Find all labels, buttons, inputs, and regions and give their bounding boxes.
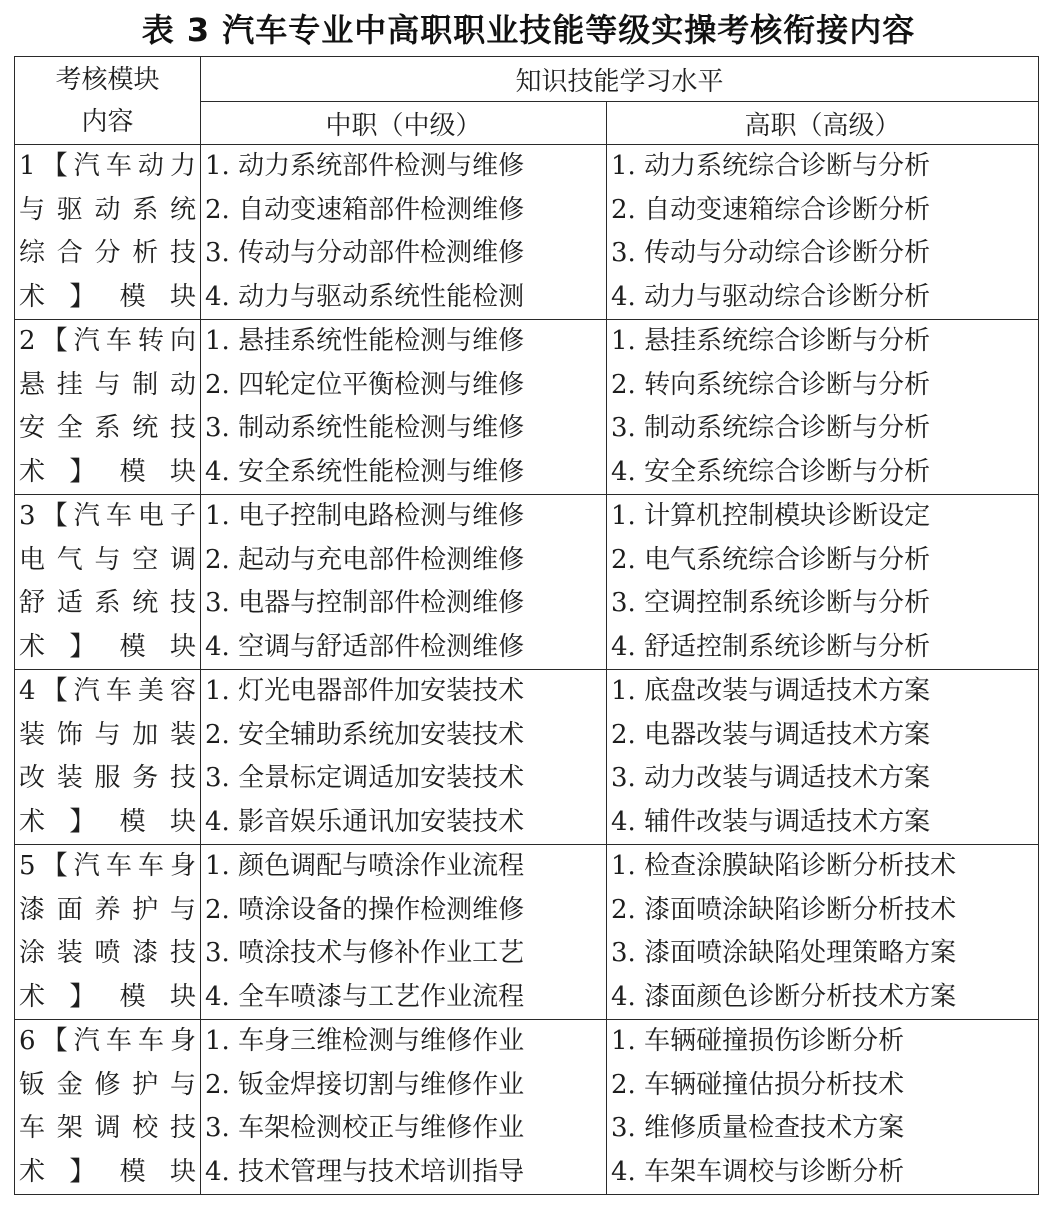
mid-level-cell-line: 2. 喷涂设备的操作检测维修	[205, 894, 525, 925]
module-cell-line: 术】模块	[19, 806, 196, 837]
assessment-table	[14, 56, 1039, 1195]
module-cell	[15, 1020, 201, 1195]
table-row	[15, 1020, 1039, 1195]
mid-level-cell-line: 3. 制动系统性能检测与维修	[205, 413, 525, 443]
mid-level-cell-line: 1. 颜色调配与喷涂作业流程	[205, 851, 525, 881]
module-cell-line: 6【汽车车身	[19, 1026, 196, 1056]
module-cell-line: 悬挂与制动	[19, 369, 196, 400]
mid-level-cell-line: 3. 传动与分动部件检测维修	[205, 238, 525, 268]
module-cell-line: 2【汽车转向	[19, 326, 196, 356]
mid-level-cell	[201, 145, 607, 320]
mid-level-cell-line: 4. 技术管理与技术培训指导	[205, 1156, 525, 1187]
header-module-line1: 考核模块	[55, 64, 160, 95]
high-level-cell-line: 4. 舒适控制系统诊断与分析	[611, 631, 931, 662]
mid-level-cell	[201, 1020, 607, 1195]
high-level-cell-line: 4. 辅件改装与调适技术方案	[611, 806, 931, 837]
module-cell-line: 漆面养护与	[19, 894, 196, 925]
table-row	[15, 845, 1039, 1020]
module-cell-line: 改装服务技	[19, 763, 196, 793]
mid-level-cell-line: 2. 安全辅助系统加安装技术	[205, 719, 525, 750]
header-module	[15, 57, 201, 145]
high-level-cell-line: 3. 漆面喷涂缺陷处理策略方案	[611, 938, 957, 968]
module-cell-line: 钣金修护与	[19, 1069, 196, 1100]
high-level-cell-line: 1. 车辆碰撞损伤诊断分析	[611, 1026, 905, 1056]
high-level-cell-line: 3. 制动系统综合诊断与分析	[611, 413, 931, 443]
module-cell	[15, 670, 201, 845]
table-row	[15, 670, 1039, 845]
module-cell-line: 术】模块	[19, 1156, 196, 1187]
module-cell-line: 涂装喷漆技	[19, 938, 196, 968]
high-level-cell	[607, 320, 1039, 495]
high-level-cell-line: 3. 空调控制系统诊断与分析	[611, 588, 931, 618]
mid-level-cell-line: 1. 电子控制电路检测与维修	[205, 501, 525, 531]
high-level-cell-line: 4. 车架车调校与诊断分析	[611, 1156, 905, 1187]
high-level-cell-line: 3. 传动与分动综合诊断分析	[611, 238, 931, 268]
module-cell	[15, 320, 201, 495]
module-cell-line: 车架调校技	[19, 1113, 196, 1143]
module-cell-line: 舒适系统技	[19, 588, 196, 618]
high-level-cell-line: 2. 车辆碰撞估损分析技术	[611, 1069, 905, 1100]
mid-level-cell-line: 4. 影音娱乐通讯加安装技术	[205, 806, 525, 837]
high-level-cell-line: 2. 电器改装与调适技术方案	[611, 719, 931, 750]
mid-level-cell-line: 3. 喷涂技术与修补作业工艺	[205, 938, 525, 968]
high-level-cell-line: 2. 转向系统综合诊断与分析	[611, 369, 931, 400]
mid-level-cell-line: 3. 全景标定调适加安装技术	[205, 763, 525, 793]
module-cell-line: 综合分析技	[19, 238, 196, 268]
high-level-cell-line: 3. 动力改装与调适技术方案	[611, 763, 931, 793]
table-row	[15, 145, 1039, 320]
module-cell-line: 术】模块	[19, 281, 196, 312]
module-cell-line: 装饰与加装	[19, 719, 196, 750]
mid-level-cell-line: 2. 钣金焊接切割与维修作业	[205, 1069, 525, 1100]
mid-level-cell-line: 1. 灯光电器部件加安装技术	[205, 676, 525, 706]
header-level: 知识技能学习水平	[201, 57, 1039, 102]
high-level-cell-line: 1. 底盘改装与调适技术方案	[611, 676, 931, 706]
table-row	[15, 495, 1039, 670]
mid-level-cell-line: 4. 动力与驱动系统性能检测	[205, 281, 525, 312]
mid-level-cell-line: 2. 起动与充电部件检测维修	[205, 544, 525, 575]
module-cell	[15, 145, 201, 320]
module-cell-line: 3【汽车电子	[19, 501, 196, 531]
module-cell	[15, 845, 201, 1020]
mid-level-cell-line: 4. 全车喷漆与工艺作业流程	[205, 981, 525, 1012]
module-cell-line: 术】模块	[19, 456, 196, 487]
high-level-cell	[607, 670, 1039, 845]
high-level-cell-line: 4. 安全系统综合诊断与分析	[611, 456, 931, 487]
module-cell	[15, 495, 201, 670]
mid-level-cell	[201, 320, 607, 495]
high-level-cell	[607, 845, 1039, 1020]
table-title: 表 3 汽车专业中高职职业技能等级实操考核衔接内容	[141, 11, 916, 49]
mid-level-cell-line: 4. 安全系统性能检测与维修	[205, 456, 525, 487]
high-level-cell-line: 1. 检查涂膜缺陷诊断分析技术	[611, 851, 957, 881]
mid-level-cell-line: 3. 车架检测校正与维修作业	[205, 1113, 525, 1143]
high-level-cell-line: 1. 计算机控制模块诊断设定	[611, 501, 931, 531]
high-level-cell	[607, 495, 1039, 670]
module-cell-line: 1【汽车动力	[19, 151, 196, 181]
high-level-cell	[607, 1020, 1039, 1195]
module-cell-line: 4【汽车美容	[19, 676, 196, 706]
header-mid: 中职（中级）	[201, 102, 607, 145]
mid-level-cell-line: 3. 电器与控制部件检测维修	[205, 588, 525, 618]
mid-level-cell-line: 1. 动力系统部件检测与维修	[205, 151, 525, 181]
high-level-cell-line: 3. 维修质量检查技术方案	[611, 1113, 905, 1143]
mid-level-cell-line: 4. 空调与舒适部件检测维修	[205, 631, 525, 662]
high-level-cell-line: 4. 动力与驱动综合诊断分析	[611, 281, 931, 312]
mid-level-cell	[201, 495, 607, 670]
module-cell-line: 安全系统技	[19, 413, 196, 443]
mid-level-cell-line: 2. 自动变速箱部件检测维修	[205, 194, 525, 225]
high-level-cell-line: 4. 漆面颜色诊断分析技术方案	[611, 981, 957, 1012]
mid-level-cell-line: 1. 悬挂系统性能检测与维修	[205, 326, 525, 356]
high-level-cell-line: 1. 动力系统综合诊断与分析	[611, 151, 931, 181]
mid-level-cell	[201, 845, 607, 1020]
mid-level-cell-line: 2. 四轮定位平衡检测与维修	[205, 369, 525, 400]
module-cell-line: 术】模块	[19, 981, 196, 1012]
header-high: 高职（高级）	[607, 102, 1039, 145]
module-cell-line: 5【汽车车身	[19, 851, 196, 881]
high-level-cell-line: 2. 漆面喷涂缺陷诊断分析技术	[611, 894, 957, 925]
module-cell-line: 电气与空调	[19, 544, 196, 575]
high-level-cell	[607, 145, 1039, 320]
mid-level-cell-line: 1. 车身三维检测与维修作业	[205, 1026, 525, 1056]
table-row	[15, 320, 1039, 495]
module-cell-line: 与驱动系统	[19, 194, 196, 225]
mid-level-cell	[201, 670, 607, 845]
high-level-cell-line: 2. 自动变速箱综合诊断分析	[611, 194, 931, 225]
high-level-cell-line: 2. 电气系统综合诊断与分析	[611, 544, 931, 575]
high-level-cell-line: 1. 悬挂系统综合诊断与分析	[611, 326, 931, 356]
module-cell-line: 术】模块	[19, 631, 196, 662]
header-module-line2: 内容	[81, 106, 134, 137]
